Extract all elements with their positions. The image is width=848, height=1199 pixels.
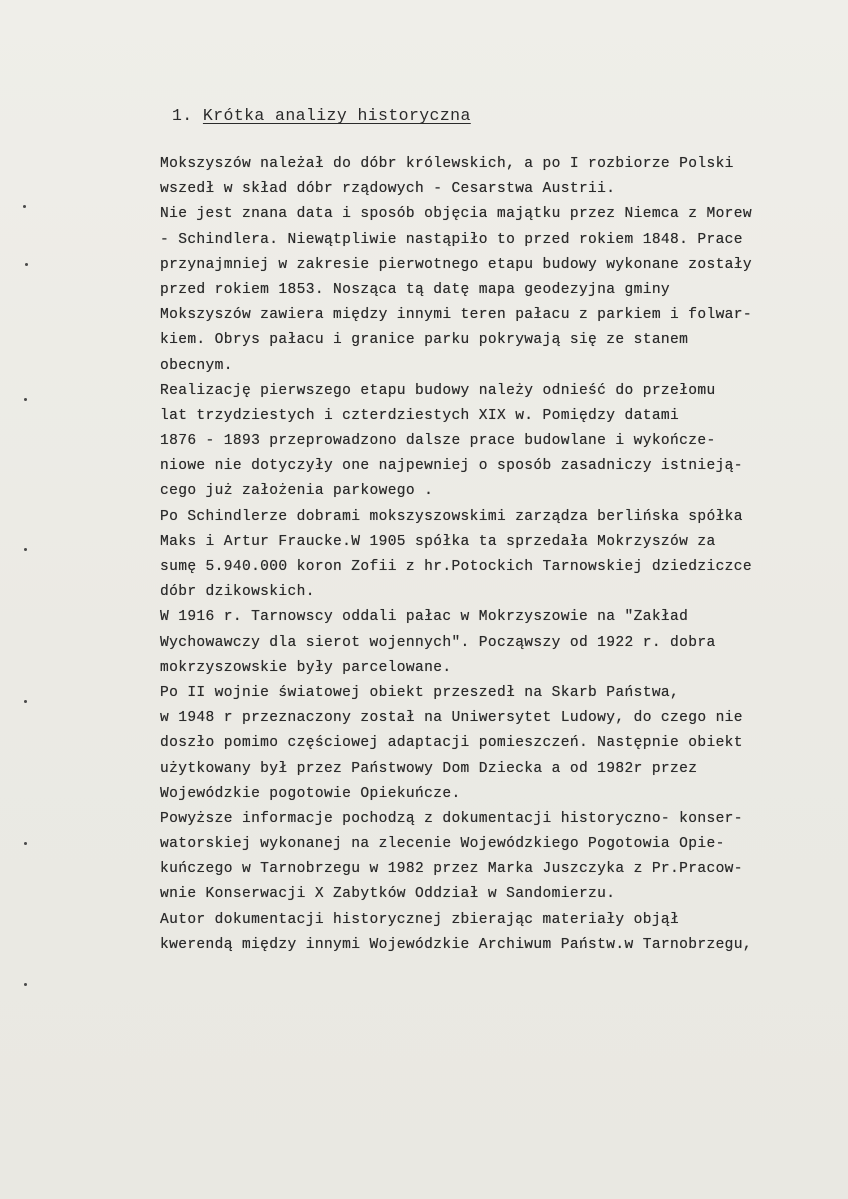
- text-line: watorskiej wykonanej na zlecenie Wojewódzkiego Pogotowia Opie-: [160, 836, 725, 853]
- text-line: lat trzydziestych i czterdziestych XIX w. Pomiędzy datami: [160, 407, 680, 424]
- margin-mark: [23, 205, 26, 208]
- margin-mark: [24, 398, 27, 401]
- text-line: Powyższe informacje pochodzą z dokumentacji historyczno- konser-: [160, 810, 743, 827]
- text-line: obecnym.: [160, 357, 233, 374]
- text-line: - Schindlera. Niewątpliwie nastąpiło to przed rokiem 1848. Prace: [160, 231, 743, 248]
- text-line: przynajmniej w zakresie pierwotnego etapu budowy wykonane zostały: [160, 256, 752, 273]
- text-line: Realizację pierwszego etapu budowy należy odnieść do przełomu: [160, 382, 716, 399]
- text-line: niowe nie dotyczyły one najpewniej o sposób zasadniczy istnieją-: [160, 458, 743, 475]
- text-line: Po Schindlerze dobrami mokszyszowskimi zarządza berlińska spółka: [160, 508, 743, 525]
- margin-mark: [25, 263, 28, 266]
- text-line: kiem. Obrys pałacu i granice parku pokrywają się ze stanem: [160, 332, 689, 349]
- text-line: kwerendą między innymi Wojewódzkie Archiwum Państw.w Tarnobrzegu,: [160, 936, 752, 953]
- text-line: wszedł w skład dóbr rządowych - Cesarstwa Austrii.: [160, 181, 616, 198]
- text-line: Wojewódzkie pogotowie Opiekuńcze.: [160, 785, 461, 802]
- text-line: kuńczego w Tarnobrzegu w 1982 przez Marka Juszczyka z Pr.Pracow-: [160, 861, 743, 878]
- text-line: wnie Konserwacji X Zabytków Oddział w Sandomierzu.: [160, 886, 616, 903]
- text-line: mokrzyszowskie były parcelowane.: [160, 659, 452, 676]
- margin-mark: [24, 548, 27, 551]
- text-line: Nie jest znana data i sposób objęcia majątku przez Niemca z Morew: [160, 206, 752, 223]
- text-line: Wychowawczy dla sierot wojennych". Począwszy od 1922 r. dobra: [160, 634, 716, 651]
- text-line: w 1948 r przeznaczony został na Uniwersytet Ludowy, do czego nie: [160, 710, 743, 727]
- text-line: Mokszyszów zawiera między innymi teren pałacu z parkiem i folwar-: [160, 307, 752, 324]
- text-line: dóbr dzikowskich.: [160, 584, 315, 601]
- text-line: Autor dokumentacji historycznej zbierając materiały objął: [160, 911, 680, 928]
- text-line: przed rokiem 1853. Nosząca tą datę mapa geodezyjna gminy: [160, 281, 671, 298]
- text-line: 1876 - 1893 przeprowadzono dalsze prace budowlane i wykończe-: [160, 433, 716, 450]
- text-line: Mokszyszów należał do dóbr królewskich, a po I rozbiorze Polski: [160, 156, 734, 172]
- text-line: użytkowany był przez Państwowy Dom Dziecka a od 1982r przez: [160, 760, 698, 777]
- text-line: Maks i Artur Fraucke.W 1905 spółka ta sprzedała Mokrzyszów za: [160, 533, 716, 550]
- margin-mark: [24, 700, 27, 703]
- text-line: cego już założenia parkowego .: [160, 483, 434, 500]
- section-heading: [172, 106, 471, 125]
- text-line: doszło pomimo częściowej adaptacji pomieszczeń. Następnie obiekt: [160, 735, 743, 752]
- text-line: Po II wojnie światowej obiekt przeszedł na Skarb Państwa,: [160, 684, 680, 701]
- section-title: Krótka analizy historyczna: [202, 106, 471, 125]
- margin-mark: [24, 983, 27, 986]
- margin-mark: [24, 842, 27, 845]
- body-text: [160, 152, 848, 958]
- text-line: W 1916 r. Tarnowscy oddali pałac w Mokrzyszowie na "Zakład: [160, 609, 689, 626]
- section-number: 1.: [172, 106, 193, 125]
- text-line: sumę 5.940.000 koron Zofii z hr.Potockich Tarnowskiej dziedziczce: [160, 559, 752, 575]
